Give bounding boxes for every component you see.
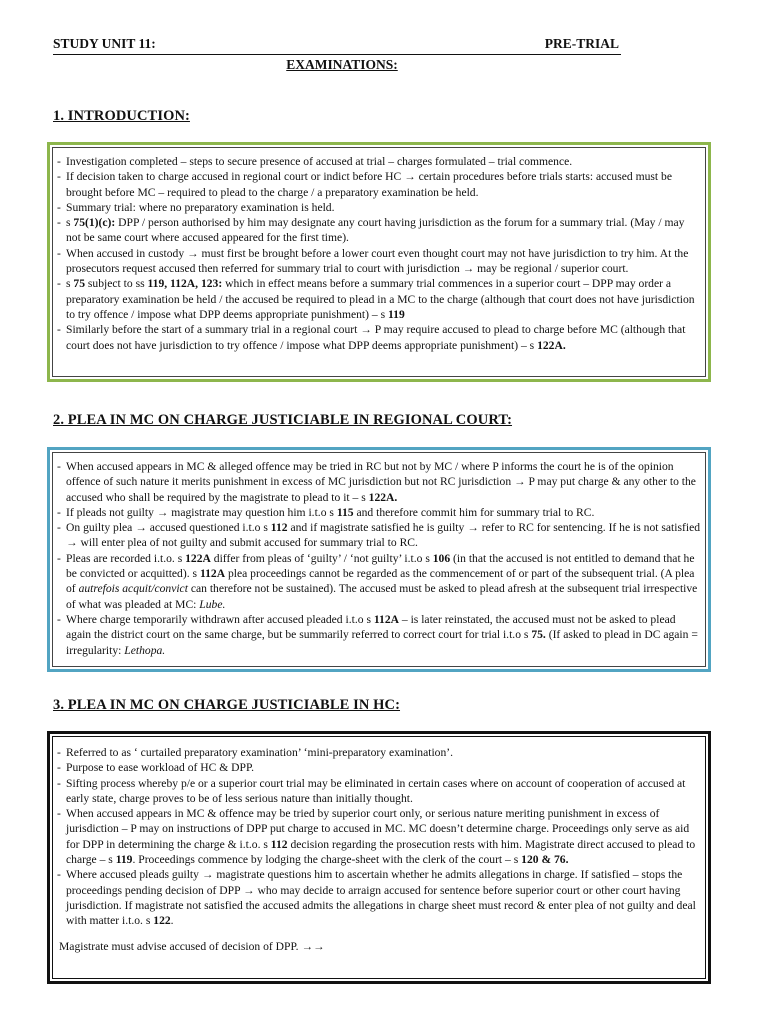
list-item-text: Summary trial: where no preparatory examination is held. xyxy=(66,200,335,214)
header-line xyxy=(53,36,621,55)
list-item xyxy=(57,505,701,520)
bullet-dash: - xyxy=(57,612,61,626)
list-item-text: Sifting process whereby p/e or a superior court trial may be eliminated in certain cases where on account of cooperation of accused at early state, charge proves to be of less serious nature than initially thought. xyxy=(66,776,686,805)
bullet-dash: - xyxy=(57,776,61,790)
bullet-dash: - xyxy=(57,277,61,291)
section-title-introduction: 1. INTRODUCTION: xyxy=(53,108,190,124)
footnote: Magistrate must advise accused of decision of DPP. →→ xyxy=(59,939,325,953)
section-list xyxy=(52,736,706,979)
list-item-text: Where charge temporarily withdrawn after accused pleaded i.t.o s 112A – is later reinstated, the accused must not be asked to plead again the district court on the same charge, but be summarily referred to correct court for trial i.t.o s 75. (If asked to plead in DC again = irregularity: Lethopa. xyxy=(66,612,698,657)
list-item-text: When accused appears in MC & offence may be tried by superior court only, or serious nature meriting punishment in excess of jurisdiction – P may on instructions of DPP put charge to accused in MC. MC doesn’t determine charge. Proceedings only serve as aid for DPP in determining the charge & i.t.o. s 112 decision regarding the prosecution rests with him. Magistrate direct accused to plead to charge – s 119. Proceedings commence by lodging the charge-sheet with the clerk of the court – s 120 & 76. xyxy=(66,807,696,867)
list-item-text: If decision taken to charge accused in regional court or indict before HC → certain procedures before trials starts: accused must be brought before MC – required to plead to the charge / a preparatory examination be held. xyxy=(66,170,672,199)
list-item xyxy=(57,806,701,867)
bullet-dash: - xyxy=(57,807,61,821)
list-item xyxy=(57,760,701,775)
list-item xyxy=(57,154,701,169)
section-title-high-court: 3. PLEA IN MC ON CHARGE JUSTICIABLE IN HC: xyxy=(53,697,401,713)
list-item xyxy=(57,776,701,807)
list-item xyxy=(57,322,701,353)
bullet-dash: - xyxy=(57,460,61,473)
document-header xyxy=(53,36,621,73)
list-item-text: When accused in custody → must first be brought before a lower court even thought court may not have jurisdiction to try him. At the prosecutors request accused then referred for summary trial to court with jurisdiction → may be regional / superior court. xyxy=(66,246,689,276)
high-court-box xyxy=(47,731,711,984)
bullet-dash: - xyxy=(57,155,61,168)
list-item-text: On guilty plea → accused questioned i.t.o s 112 and if magistrate satisfied he is guilty → refer to RC for sentencing. If he is not satisfied → will enter plea of not guilty and submit accused for summary trial to RC. xyxy=(66,521,701,550)
list-item xyxy=(57,169,701,200)
bullet-dash: - xyxy=(57,761,61,775)
bullet-dash: - xyxy=(57,505,61,519)
bullet-dash: - xyxy=(57,521,61,535)
list-item xyxy=(57,215,701,246)
bullet-dash: - xyxy=(57,551,61,565)
list-item-text: When accused appears in MC & alleged offence may be tried in RC but not by MC / where P informs the court he is of the opinion offence of such nature it merits punishment in excess of MC jurisdiction but not RC jurisdiction → P may put charge & any other to the accused who shall be required by the magistrate to plead to it – s 122A. xyxy=(66,460,696,504)
bullet-dash: - xyxy=(57,746,61,759)
list-item xyxy=(57,867,701,928)
header-topic-line2: EXAMINATIONS: xyxy=(286,57,398,72)
introduction-box xyxy=(47,142,711,382)
header-topic-continued xyxy=(53,57,621,73)
list-item xyxy=(57,246,701,277)
bullet-dash: - xyxy=(57,200,61,214)
list-item xyxy=(57,745,701,760)
list-item-text: If pleads not guilty → magistrate may question him i.t.o s 115 and therefore commit him for summary trial to RC. xyxy=(66,505,595,519)
list-item xyxy=(57,200,701,215)
header-topic-start: PRE-TRIAL xyxy=(544,36,619,51)
list-item-text: Investigation completed – steps to secure presence of accused at trial – charges formulated – trial commence. xyxy=(66,155,573,168)
list-item-text: s 75 subject to ss 119, 112A, 123: which in effect means before a summary trial commences in a superior court – DPP may order a preparatory examination be held / the accused be required to plead in a MC to the charge (although that court does not have jurisdiction to try offence / impose what DPP deems appropriate punishment) – s 119 xyxy=(66,277,695,321)
list-item-text: Pleas are recorded i.t.o. s 122A differ from pleas of ‘guilty’ / ‘not guilty’ i.t.o s 106 (in that the accused is not entitled to demand that he be convicted or acquitted). s 112A plea proceedings cannot be regarded as the commencement of or part of the subsequent trial. (A plea of autrefois acquit/convict can therefore not be sustained). The accused must be asked to plead afresh at the subsequent trial irrespective of what was pleaded at MC: Lube. xyxy=(66,551,698,611)
list-item-text: Where accused pleads guilty → magistrate questions him to ascertain whether he admits allegations in charge. If satisfied – stops the proceedings pending decision of DPP → who may decide to arraign accused for sentence before superior court or other court having jurisdiction. If magistrate not satisfied the accused admits the allegations in charge sheet must record & enter plea of not guilty and deal with matter i.t.o. s 122. xyxy=(66,868,696,928)
bullet-dash: - xyxy=(57,216,61,230)
list-item xyxy=(57,612,701,658)
list-item xyxy=(57,276,701,322)
list-item-text: Similarly before the start of a summary trial in a regional court → P may require accused to plead to charge before MC (although that court does not have jurisdiction to try offence / impose what DPP deems appropriate punishment) – s 122A. xyxy=(66,323,686,352)
list-item-text: s 75(1)(c): DPP / person authorised by him may designate any court having jurisdiction as the forum for a summary trial. (May / may not be same court where accused appeared for the first time). xyxy=(66,216,685,245)
list-item xyxy=(57,551,701,612)
list-item-text: Referred to as ‘ curtailed preparatory examination’ ‘mini-preparatory examination’. xyxy=(66,746,454,759)
list-item xyxy=(57,459,701,505)
bullet-dash: - xyxy=(57,323,61,337)
list-item-text: Purpose to ease workload of HC & DPP. xyxy=(66,761,255,775)
section-list xyxy=(52,452,706,667)
bullet-dash: - xyxy=(57,246,61,260)
study-unit-label: STUDY UNIT 11: xyxy=(53,36,156,51)
section-title-regional-court: 2. PLEA IN MC ON CHARGE JUSTICIABLE IN REGIONAL COURT: xyxy=(53,412,513,428)
list-item xyxy=(57,520,701,551)
regional-court-box xyxy=(47,447,711,672)
section-list xyxy=(52,147,706,377)
bullet-dash: - xyxy=(57,170,61,184)
bullet-dash: - xyxy=(57,868,61,882)
